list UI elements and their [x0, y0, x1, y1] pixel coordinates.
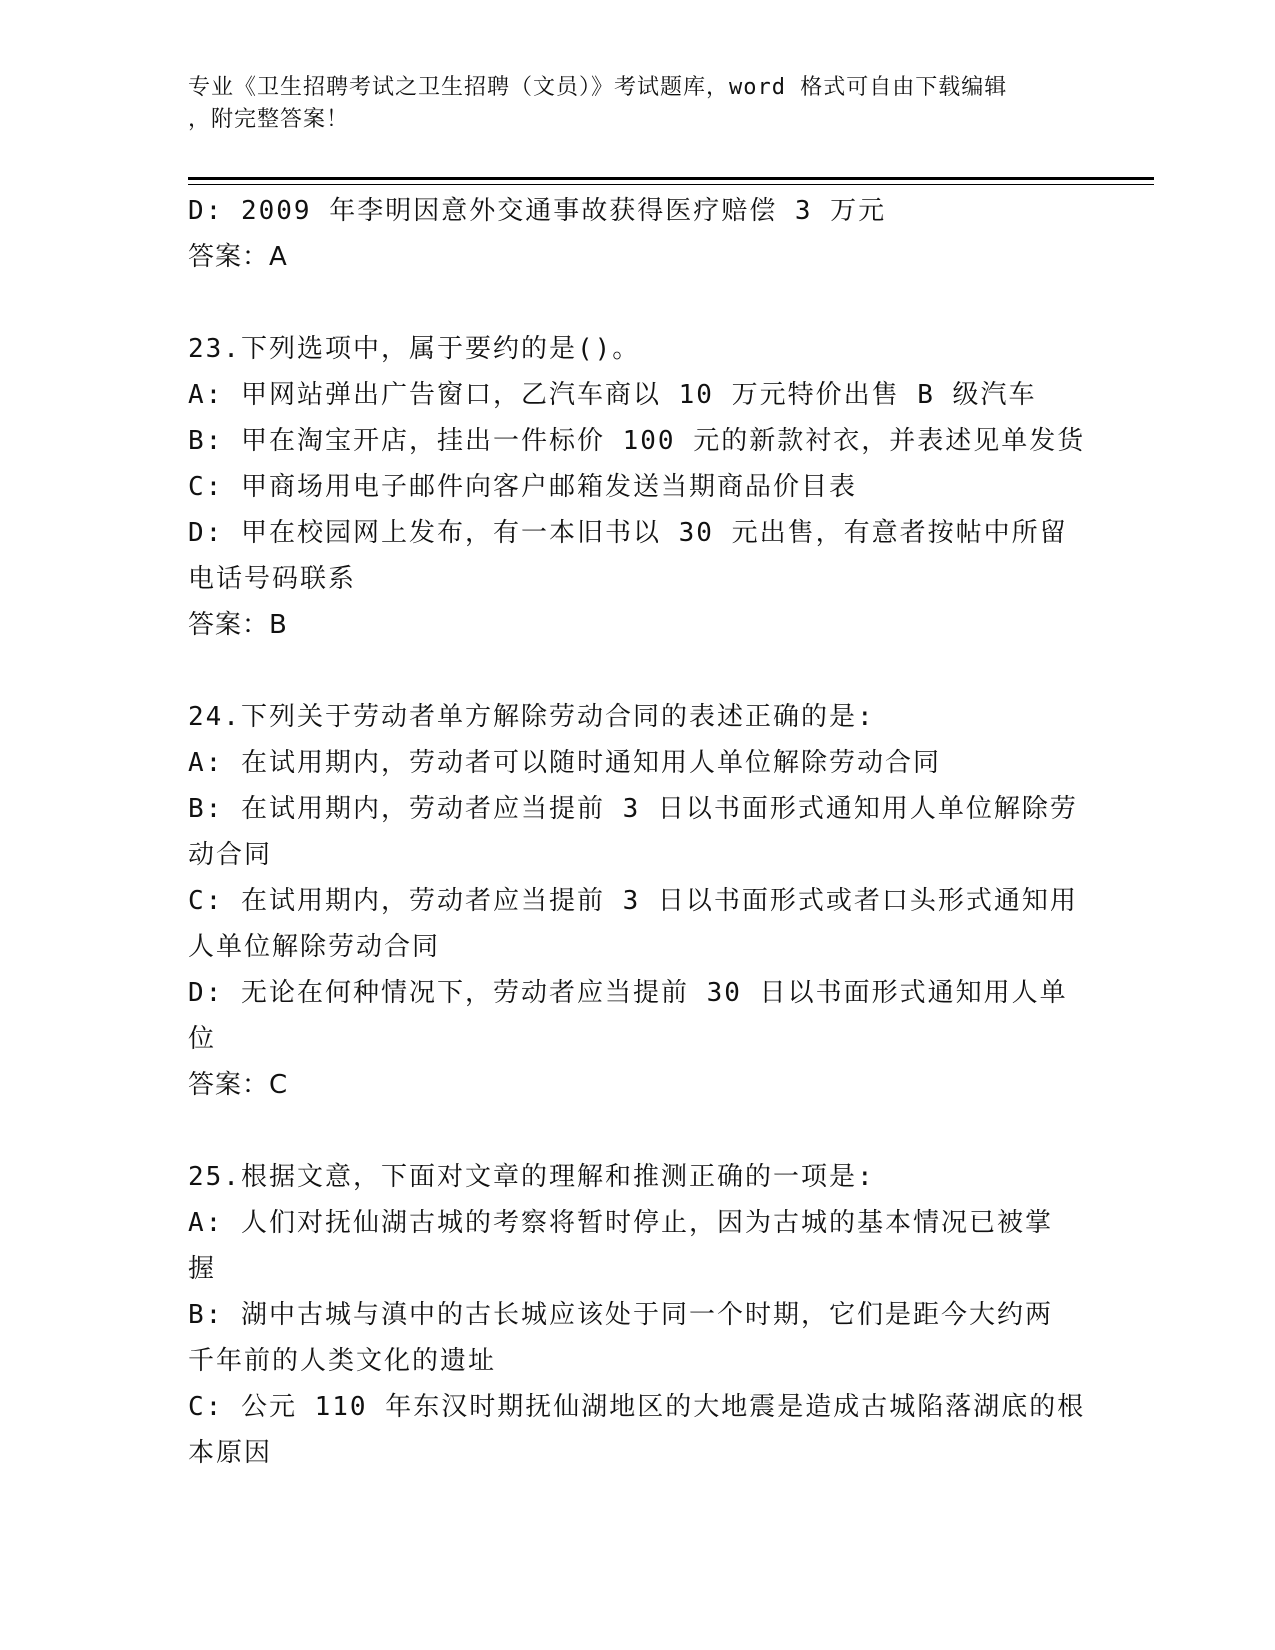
option-b: B: 湖中古城与滇中的古长城应该处于同一个时期，它们是距今大约两	[188, 1300, 1053, 1330]
option-c: C: 在试用期内，劳动者应当提前 3 日以书面形式或者口头形式通知用	[188, 886, 1078, 916]
option-a: A: 在试用期内，劳动者可以随时通知用人单位解除劳动合同	[188, 748, 941, 778]
page-header	[188, 72, 1088, 136]
option-d: D: 甲在校园网上发布，有一本旧书以 30 元出售，有意者按帖中所留	[188, 518, 1068, 548]
option-d-continued: 位	[188, 1024, 217, 1054]
option-b: B: 在试用期内，劳动者应当提前 3 日以书面形式通知用人单位解除劳	[188, 794, 1078, 824]
previous-question-tail	[188, 188, 1088, 280]
question-stem: 25.根据文意，下面对文章的理解和推测正确的一项是:	[188, 1162, 875, 1192]
option-a: A: 甲网站弹出广告窗口，乙汽车商以 10 万元特价出售 B 级汽车	[188, 380, 1037, 410]
option-d-continued: 电话号码联系	[188, 564, 357, 594]
header-line-2: ，附完整答案！	[188, 107, 350, 132]
question-stem: 23.下列选项中，属于要约的是()。	[188, 334, 641, 364]
spacer	[188, 648, 1088, 694]
option-a-continued: 握	[188, 1254, 217, 1284]
option-b-continued: 千年前的人类文化的遗址	[188, 1346, 497, 1376]
header-line-1: 专业《卫生招聘考试之卫生招聘（文员）》考试题库，word 格式可自由下载编辑	[188, 75, 1008, 100]
answer-line: 答案：A	[188, 242, 288, 272]
option-d: D: 2009 年李明因意外交通事故获得医疗赔偿 3 万元	[188, 196, 887, 226]
option-b: B: 甲在淘宝开店，挂出一件标价 100 元的新款衬衣，并表述见单发货	[188, 426, 1086, 456]
option-c-continued: 本原因	[188, 1438, 273, 1468]
option-a: A: 人们对抚仙湖古城的考察将暂时停止，因为古城的基本情况已被掌	[188, 1208, 1053, 1238]
question-content	[188, 188, 1088, 1476]
option-c: C: 甲商场用电子邮件向客户邮箱发送当期商品价目表	[188, 472, 857, 502]
question-23	[188, 326, 1088, 648]
question-25	[188, 1154, 1088, 1476]
spacer	[188, 1108, 1088, 1154]
header-divider-thick	[188, 177, 1154, 180]
option-b-continued: 动合同	[188, 840, 273, 870]
option-c-continued: 人单位解除劳动合同	[188, 932, 441, 962]
option-d: D: 无论在何种情况下，劳动者应当提前 30 日以书面形式通知用人单	[188, 978, 1068, 1008]
question-24	[188, 694, 1088, 1108]
header-divider-thin	[188, 184, 1154, 185]
answer-line: 答案：C	[188, 1070, 289, 1100]
answer-line: 答案：B	[188, 610, 288, 640]
option-c: C: 公元 110 年东汉时期抚仙湖地区的大地震是造成古城陷落湖底的根	[188, 1392, 1086, 1422]
question-stem: 24.下列关于劳动者单方解除劳动合同的表述正确的是:	[188, 702, 875, 732]
spacer	[188, 280, 1088, 326]
